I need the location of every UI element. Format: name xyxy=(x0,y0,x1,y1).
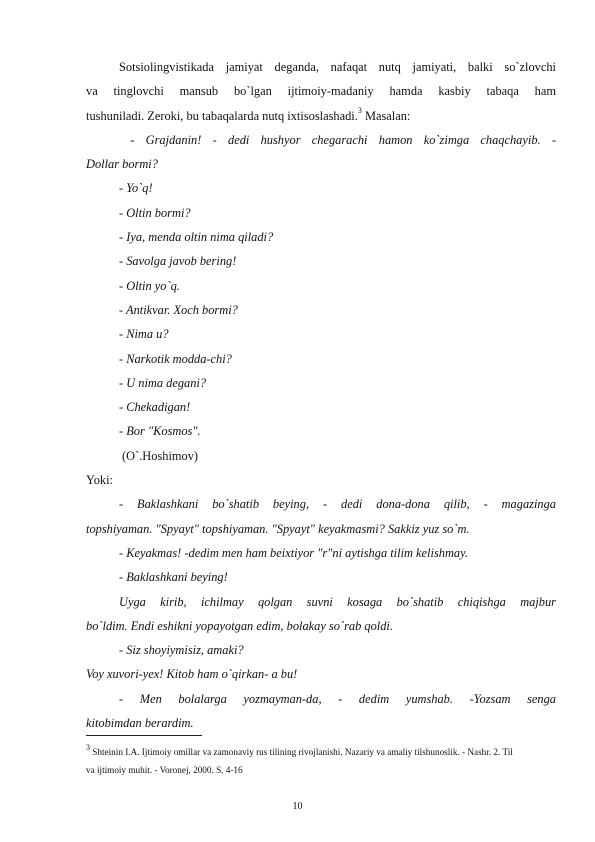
paragraph-text: Masalan: xyxy=(361,108,411,123)
footnote-ref: 3 xyxy=(357,106,362,116)
dialogue-line: Uyga kirib, ichilmay qolgan suvni kosaga bo`shatib chiqishga majbur xyxy=(119,594,556,609)
body-text xyxy=(86,55,556,735)
paragraph-line xyxy=(86,104,556,128)
footnote-line: va ijtimoiy muhit. - Voronej, 2000. S. 4-16 xyxy=(86,765,243,775)
dialogue-line: Voy xuvori-yex! Kitob ham o`qirkan- a bu! xyxy=(86,667,298,682)
dialogue-line: - Baklashkani beying! xyxy=(119,570,228,585)
paragraph-text: tushuniladi. Zeroki, bu tabaqalarda nutq ixtisoslashadi. xyxy=(86,108,358,123)
source-attribution: (O`.Hoshimov) xyxy=(122,448,199,463)
dialogue-line: - Siz shoyiymisiz, amaki? xyxy=(119,643,244,658)
dialogue-line: - U nima degani? xyxy=(119,375,207,390)
dialogue-line: - Grajdanin! - dedi hushyor chegarachi hamon ko`zimga chaqchayib. - xyxy=(119,132,556,147)
dialogue-line: Dollar bormi? xyxy=(86,157,158,172)
dialogue-line: - Chekadigan! xyxy=(119,400,191,415)
dialogue-line: kitobimdan berardim. xyxy=(86,716,194,731)
paragraph-line: va tinglovchi mansub bo`lgan ijtimoiy-madaniy hamda kasbiy tabaqa ham xyxy=(86,84,556,99)
footnote xyxy=(86,743,556,779)
dialogue-line: - Oltin yo`q. xyxy=(119,278,180,293)
dialogue-line: - Antikvar. Xoch bormi? xyxy=(119,302,238,317)
dialogue-line: - Keyakmas! -dedim men ham beixtiyor "r"ni aytishga tilim kelishmay. xyxy=(119,545,469,560)
paragraph-line: Sotsiolingvistikada jamiyat deganda, nafaqat nutq jamiyati, balki so`zlovchi xyxy=(119,60,556,74)
page-number: 10 xyxy=(292,801,303,812)
footnote-text: Shteinin I.A. Ijtimoiy omillar va zamonaviy rus tilining rivojlanishi. Nazariy va amaliy tilshunoslik. - Nashr. 2. Til xyxy=(92,747,513,757)
dialogue-line: - Narkotik modda-chi? xyxy=(119,351,232,366)
footnote-divider xyxy=(86,735,202,736)
dialogue-line: bo`ldim. Endi eshikni yopayotgan edim, bolakay so`rab qoldi. xyxy=(86,618,393,633)
footnote-number: 3 xyxy=(86,743,90,752)
dialogue-line: - Iya, menda oltin nima qiladi? xyxy=(119,230,274,245)
dialogue-line: - Men bolalarga yozmayman-da, - dedim yumshab. -Yozsam senga xyxy=(119,691,556,706)
dialogue-line: - Savolga javob bering! xyxy=(119,254,237,269)
dialogue-line: - Nima u? xyxy=(119,327,169,342)
dialogue-line: topshiyaman. "Spyayt" topshiyaman. "Spyayt" keyakmasmi? Sakkiz yuz so`m. xyxy=(86,521,470,536)
footnote-line xyxy=(86,743,556,761)
dialogue-line: - Oltin bormi? xyxy=(119,205,191,220)
dialogue-line: - Yo`q! xyxy=(119,181,153,196)
dialogue-line: - Bor "Kosmos". xyxy=(119,424,201,439)
dialogue-line: - Baklashkani bo`shatib beying, - dedi dona-dona qilib, - magazinga xyxy=(119,497,556,512)
paragraph-line: Yoki: xyxy=(86,473,113,488)
